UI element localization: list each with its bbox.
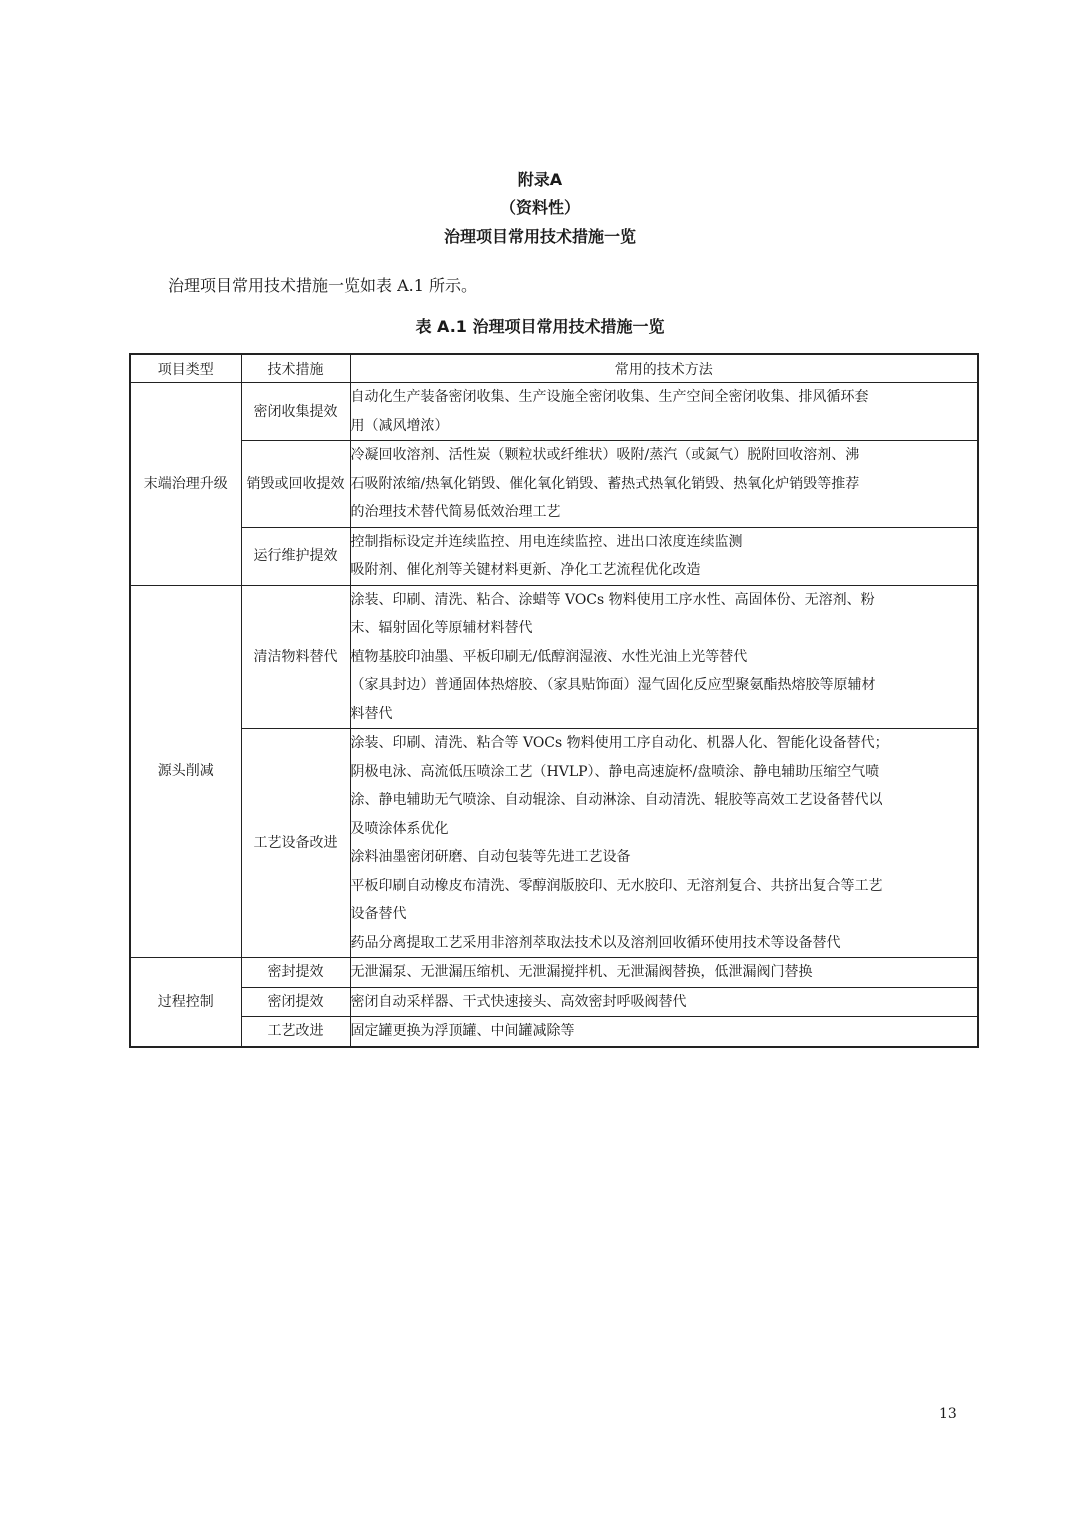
- method-line: 料替代: [350, 705, 393, 722]
- table-row: [130, 958, 978, 988]
- method-line: 末、辐射固化等原辅材料替代: [350, 620, 533, 636]
- method-line: 涂装、印刷、清洗、粘合、涂蜡等 VOCs 物料使用工序水性、高固体份、无溶剂、粉: [350, 591, 875, 608]
- method-line: 阴极电泳、高流低压喷涂工艺（HVLP）、静电高速旋杯/盘喷涂、静电辅助压缩空气喷: [350, 763, 880, 780]
- method-line: 冷凝回收溶剂、活性炭（颗粒状或纤维状）吸附/蒸汽（或氮气）脱附回收溶剂、沸: [350, 447, 860, 463]
- method-line: 涂装、印刷、清洗、粘合等 VOCs 物料使用工序自动化、机器人化、智能化设备替代；: [350, 735, 889, 751]
- measure-cell: 工艺设备改进: [241, 729, 350, 958]
- method-line: 自动化生产装备密闭收集、生产设施全密闭收集、生产空间全密闭收集、排风循环套: [350, 389, 869, 405]
- table-row: [130, 527, 978, 585]
- method-line: 涂、静电辅助无气喷涂、自动辊涂、自动淋涂、自动清洗、辊胶等高效工艺设备替代以: [350, 792, 883, 808]
- method-line: 密闭自动采样器、干式快速接头、高效密封呼吸阀替代: [350, 993, 687, 1010]
- table-row: [130, 441, 978, 528]
- table-row: [130, 729, 978, 958]
- method-line: 涂料油墨密闭研磨、自动包装等先进工艺设备: [350, 849, 631, 865]
- measure-cell: 工艺改进: [241, 1017, 350, 1047]
- table-row: [130, 585, 978, 729]
- table-row: [130, 383, 978, 441]
- table-header-row: [130, 354, 978, 383]
- table-row: [130, 987, 978, 1017]
- measure-cell: 运行维护提效: [241, 527, 350, 585]
- methods-cell: [350, 527, 978, 585]
- measure-cell: 销毁或回收提效: [241, 441, 350, 528]
- measure-cell: 密闭提效: [241, 987, 350, 1017]
- method-line: （家具封边）普通固体热熔胶、（家具贴饰面）湿气固化反应型聚氨酯热熔胶等原辅材: [350, 677, 876, 693]
- method-line: 无泄漏泵、无泄漏压缩机、无泄漏搅拌机、无泄漏阀替换，低泄漏阀门替换: [350, 964, 813, 980]
- category-cell: 末端治理升级: [130, 383, 241, 586]
- measure-cell: 密封提效: [241, 958, 350, 988]
- table-row: [130, 1017, 978, 1047]
- method-line: 植物基胶印油墨、平板印刷无/低醇润湿液、水性光油上光等替代: [350, 648, 748, 665]
- table-caption: 表 A.1 治理项目常用技术措施一览: [415, 317, 665, 336]
- header-methods: 常用的技术方法: [350, 354, 978, 383]
- methods-cell: [350, 729, 978, 958]
- method-line: 石吸附浓缩/热氧化销毁、催化氧化销毁、蓄热式热氧化销毁、热氧化炉销毁等推荐: [350, 475, 860, 492]
- table-body: [130, 383, 978, 1047]
- appendix-type: （资料性）: [499, 198, 580, 217]
- intro-paragraph: 治理项目常用技术措施一览如表 A.1 所示。: [168, 276, 477, 295]
- category-cell: 源头削减: [130, 585, 241, 958]
- method-line: 固定罐更换为浮顶罐、中间罐减除等: [350, 1023, 575, 1039]
- appendix-label: 附录A: [517, 170, 563, 189]
- measure-cell: 清洁物料替代: [241, 585, 350, 729]
- page-number: 13: [939, 1406, 957, 1422]
- measure-cell: 密闭收集提效: [241, 383, 350, 441]
- method-line: 用（减风增浓）: [350, 417, 449, 434]
- header-measure: 技术措施: [241, 354, 350, 383]
- methods-cell: [350, 585, 978, 729]
- method-line: 药品分离提取工艺采用非溶剂萃取法技术以及溶剂回收循环使用技术等设备替代: [350, 934, 841, 951]
- methods-cell: [350, 1017, 978, 1047]
- methods-cell: [350, 987, 978, 1017]
- method-line: 的治理技术替代简易低效治理工艺: [350, 504, 561, 520]
- method-line: 设备替代: [350, 906, 407, 922]
- method-line: 平板印刷自动橡皮布清洗、零醇润版胶印、无水胶印、无溶剂复合、共挤出复合等工艺: [350, 877, 883, 894]
- methods-cell: [350, 441, 978, 528]
- method-line: 控制指标设定并连续监控、用电连续监控、进出口浓度连续监测: [350, 533, 743, 550]
- methods-cell: [350, 383, 978, 441]
- method-line: 吸附剂、催化剂等关键材料更新、净化工艺流程优化改造: [350, 562, 701, 578]
- method-line: 及喷涂体系优化: [350, 820, 449, 837]
- appendix-title: 治理项目常用技术措施一览: [443, 227, 636, 246]
- measures-table: [129, 353, 979, 1048]
- category-cell: 过程控制: [130, 958, 241, 1047]
- header-category: 项目类型: [130, 354, 241, 383]
- methods-cell: [350, 958, 978, 988]
